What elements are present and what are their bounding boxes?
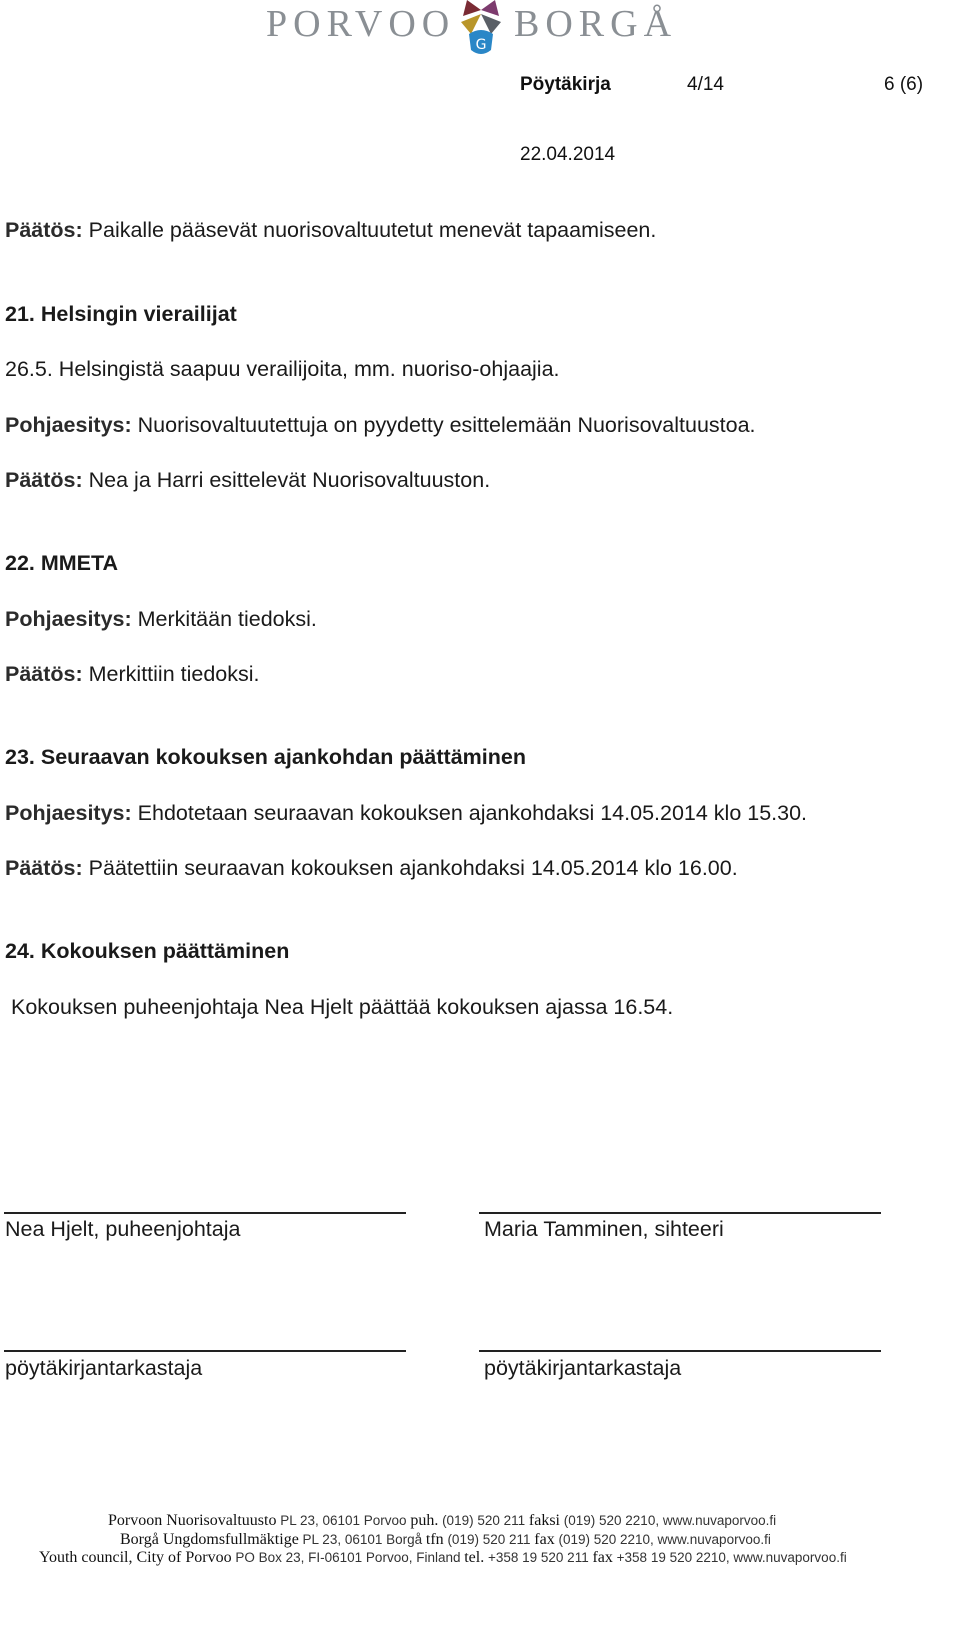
signature-examiner-1: pöytäkirjantarkastaja [5, 1356, 203, 1380]
signature-line [479, 1212, 881, 1214]
decision-text: Päätettiin seuraavan kokouksen ajankohdaksi 14.05.2014 klo 16.00. [82, 856, 738, 880]
footer-fax: (019) 520 2210, www.nuvaporvoo.fi [560, 1513, 777, 1528]
signature-chair: Nea Hjelt, puheenjohtaja [5, 1217, 241, 1241]
decision-label: Päätös: [5, 218, 83, 242]
city-emblem-icon [449, 0, 513, 58]
decision-text: Merkittiin tiedoksi. [82, 662, 260, 686]
decision-label: Päätös: [5, 468, 83, 492]
section-heading-21: 21. Helsingin vierailijat [5, 302, 237, 326]
footer-phone: (019) 520 211 [438, 1513, 529, 1528]
section-heading-24: 24. Kokouksen päättäminen [5, 939, 290, 963]
section-21-line: 26.5. Helsingistä saapuu verailijoita, mm. nuoriso-ohjaajia. [5, 357, 560, 381]
proposal-text: Merkitään tiedoksi. [131, 607, 317, 631]
signature-secretary: Maria Tamminen, sihteeri [484, 1217, 724, 1241]
signature-line [4, 1350, 406, 1352]
svg-text:G: G [475, 37, 487, 53]
document-type: Pöytäkirja [520, 74, 611, 95]
footer-fax: (019) 520 2210, www.nuvaporvoo.fi [554, 1532, 771, 1547]
decision-paragraph-20 [5, 218, 656, 243]
footer-org: Youth council, City of Porvoo [39, 1549, 232, 1566]
proposal-paragraph-23 [5, 801, 807, 826]
section-24-line: Kokouksen puheenjohtaja Nea Hjelt päättää kokouksen ajassa 16.54. [11, 995, 674, 1019]
proposal-text: Ehdotetaan seuraavan kokouksen ajankohdaksi 14.05.2014 klo 15.30. [131, 801, 808, 825]
section-heading-23: 23. Seuraavan kokouksen ajankohdan päättäminen [5, 745, 526, 769]
signature-line [4, 1212, 406, 1214]
decision-paragraph-23 [5, 856, 738, 881]
footer-fax-label: fax [592, 1549, 613, 1566]
document-date: 22.04.2014 [520, 144, 616, 165]
logo-text-borga: BORGÅ [514, 3, 678, 45]
footer-fax-label: faksi [528, 1512, 560, 1529]
footer-org: Borgå Ungdomsfullmäktige [120, 1531, 299, 1548]
decision-paragraph-21 [5, 468, 490, 493]
footer-phone-label: tel. [464, 1549, 485, 1566]
footer-phone-label: puh. [410, 1512, 439, 1529]
decision-text: Nea ja Harri esittelevät Nuorisovaltuuston. [82, 468, 491, 492]
footer-phone: (019) 520 211 [443, 1532, 535, 1547]
footer-address: PL 23, 06101 Porvoo [276, 1513, 411, 1528]
proposal-label: Pohjaesitys: [5, 607, 132, 631]
footer-line-fi [108, 1512, 776, 1530]
footer-phone-label: tfn [425, 1531, 444, 1548]
footer-phone: +358 19 520 211 [484, 1550, 593, 1565]
footer-address: PO Box 23, FI-06101 Porvoo, Finland [231, 1550, 465, 1565]
section-heading-22: 22. MMETA [5, 551, 119, 575]
proposal-label: Pohjaesitys: [5, 413, 132, 437]
page-number: 6 (6) [884, 74, 924, 95]
footer-org: Porvoon Nuorisovaltuusto [108, 1512, 277, 1529]
signature-examiner-2: pöytäkirjantarkastaja [484, 1356, 682, 1380]
decision-label: Päätös: [5, 856, 83, 880]
footer-fax: +358 19 520 2210, www.nuvaporvoo.fi [612, 1550, 847, 1565]
decision-label: Päätös: [5, 662, 83, 686]
footer-fax-label: fax [534, 1531, 555, 1548]
signature-line [479, 1350, 881, 1352]
decision-paragraph-22 [5, 662, 260, 687]
meeting-number: 4/14 [687, 74, 724, 95]
footer-line-sv [120, 1531, 771, 1549]
proposal-label: Pohjaesitys: [5, 801, 132, 825]
proposal-text: Nuorisovaltuutettuja on pyydetty esittelemään Nuorisovaltuustoa. [131, 413, 756, 437]
logo-text-porvoo: PORVOO [266, 3, 456, 45]
footer-line-en [39, 1549, 847, 1567]
decision-text: Paikalle pääsevät nuorisovaltuutetut menevät tapaamiseen. [82, 218, 657, 242]
footer-address: PL 23, 06101 Borgå [298, 1532, 426, 1547]
proposal-paragraph-21 [5, 413, 756, 438]
proposal-paragraph-22 [5, 607, 317, 632]
